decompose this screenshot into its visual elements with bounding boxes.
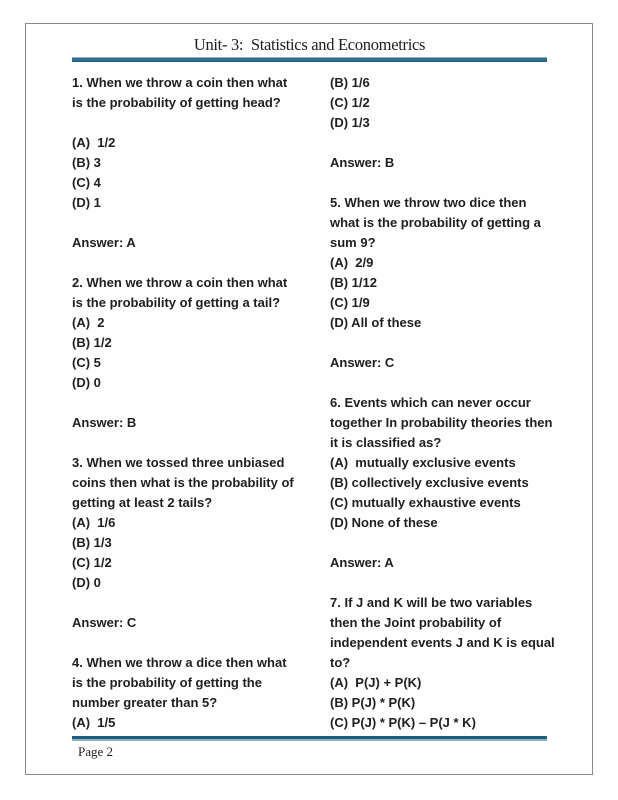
answer-option-line: (B) 3 (72, 155, 101, 170)
blank-line (72, 113, 310, 133)
blank-line (330, 333, 547, 353)
answer-option-line: (D) All of these (330, 315, 422, 330)
blank-line (72, 593, 310, 613)
blank-line (72, 433, 310, 453)
blank-line (330, 133, 547, 153)
blank-line (72, 393, 310, 413)
page-number: Page 2 (78, 744, 114, 759)
answer-option-line: (A) 2 (72, 315, 105, 330)
answer-option-line: (C) 5 (72, 355, 101, 370)
question-text-line: 1. When we throw a coin then what (72, 75, 288, 90)
question-text-line: 5. When we throw two dice then (330, 195, 527, 210)
answer-option-line: (A) 1/2 (72, 135, 116, 150)
answer-option-line: (C) 4 (72, 175, 101, 190)
two-column-text (72, 73, 555, 733)
answer-option-line: (B) 1/2 (72, 335, 112, 350)
question-text-line: coins then what is the probability of (72, 475, 294, 490)
question-text-line: 4. When we throw a dice then what (72, 655, 287, 670)
answer-option-line: (A) mutually exclusive events (330, 455, 516, 470)
answer-option-line: (B) collectively exclusive events (330, 475, 529, 490)
question-text-line: sum 9? (330, 235, 376, 250)
answer-option-line: (B) 1/3 (72, 535, 112, 550)
answer-option-line: (A) 1/6 (72, 515, 116, 530)
question-text-line: then the Joint probability of (330, 615, 502, 630)
question-text-line: is the probability of getting the (72, 675, 262, 690)
question-text-line: independent events J and K is equal (330, 635, 555, 650)
blank-line (72, 633, 310, 653)
answer-option-line: (D) 1 (72, 195, 101, 210)
question-text-line: what is the probability of getting a (330, 215, 541, 230)
blank-line (72, 213, 310, 233)
footer-divider-rule (72, 736, 547, 741)
question-text-line: together In probability theories then (330, 415, 553, 430)
answer-key-line: Answer: C (72, 615, 137, 630)
blank-line (330, 533, 547, 553)
question-text-line: it is classified as? (330, 435, 442, 450)
answer-option-line: (C) 1/2 (330, 95, 370, 110)
answer-option-line: (C) 1/9 (330, 295, 370, 310)
title-underline-rule (72, 57, 547, 62)
answer-key-line: Answer: B (330, 155, 395, 170)
answer-key-line: Answer: A (330, 555, 394, 570)
text-column-right (330, 73, 555, 733)
question-text-line: 3. When we tossed three unbiased (72, 455, 285, 470)
answer-option-line: (A) 1/5 (72, 715, 116, 730)
answer-option-line: (C) P(J) * P(K) – P(J * K) (330, 715, 476, 730)
answer-key-line: Answer: A (72, 235, 136, 250)
page-title: Unit- 3: Statistics and Econometrics (193, 35, 426, 54)
document-page (25, 23, 593, 775)
blank-line (330, 373, 547, 393)
answer-option-line: (D) 0 (72, 375, 101, 390)
answer-option-line: (A) P(J) + P(K) (330, 675, 422, 690)
answer-key-line: Answer: C (330, 355, 395, 370)
question-text-line: 7. If J and K will be two variables (330, 595, 533, 610)
answer-option-line: (C) mutually exhaustive events (330, 495, 521, 510)
question-text-line: 2. When we throw a coin then what (72, 275, 288, 290)
answer-key-line: Answer: B (72, 415, 137, 430)
question-text-line: 6. Events which can never occur (330, 395, 531, 410)
question-text-line: is the probability of getting a tail? (72, 295, 281, 310)
answer-option-line: (B) 1/12 (330, 275, 377, 290)
answer-option-line: (B) 1/6 (330, 75, 370, 90)
question-text-line: number greater than 5? (72, 695, 218, 710)
question-text-line: is the probability of getting head? (72, 95, 281, 110)
blank-line (330, 173, 547, 193)
answer-option-line: (B) P(J) * P(K) (330, 695, 416, 710)
question-text-line: getting at least 2 tails? (72, 495, 213, 510)
answer-option-line: (D) 1/3 (330, 115, 370, 130)
answer-option-line: (A) 2/9 (330, 255, 374, 270)
answer-option-line: (D) 0 (72, 575, 101, 590)
blank-line (72, 253, 310, 273)
answer-option-line: (C) 1/2 (72, 555, 112, 570)
blank-line (330, 573, 547, 593)
question-text-line: to? (330, 655, 351, 670)
text-column-left (72, 73, 310, 733)
answer-option-line: (D) None of these (330, 515, 438, 530)
